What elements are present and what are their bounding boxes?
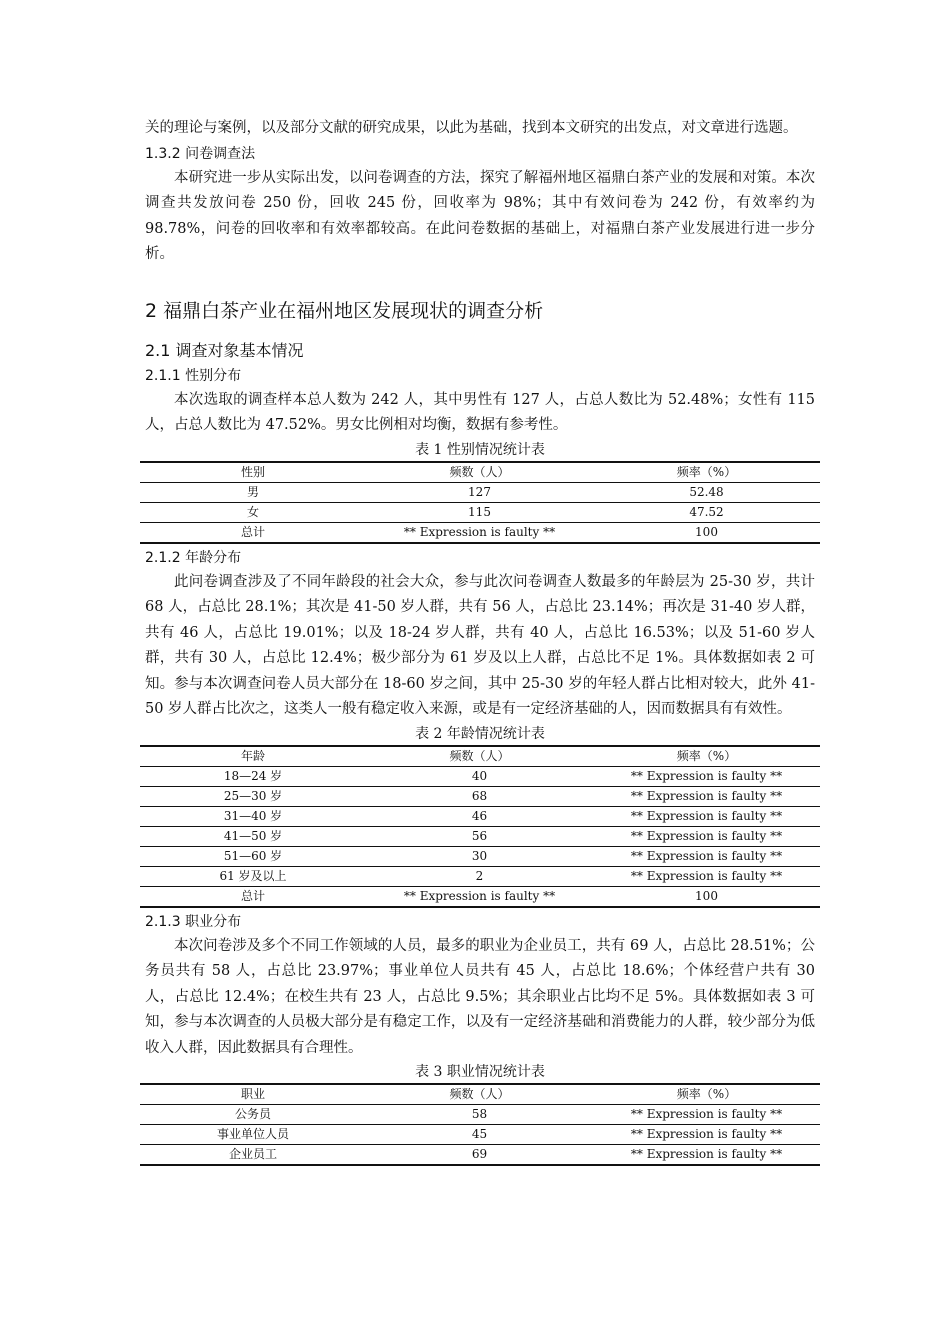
table-header-cell: 频率（%） [593,1084,820,1105]
table-cell: 58 [366,1105,593,1125]
table-header-cell: 频数（人） [366,462,593,483]
table-cell: ** Expression is faulty ** [593,806,820,826]
table-cell: 45 [366,1125,593,1145]
age-table [140,745,820,908]
table-cell: ** Expression is faulty ** [593,1125,820,1145]
table-cell: 女 [140,502,366,522]
table-cell: 31—40 岁 [140,806,366,826]
table-cell: ** Expression is faulty ** [593,846,820,866]
document-page [145,116,815,1166]
table-row [140,1145,820,1166]
table-cell: 61 岁及以上 [140,866,366,886]
table-cell: 企业员工 [140,1145,366,1166]
table-cell: 30 [366,846,593,866]
table-header-cell: 性别 [140,462,366,483]
table-cell: 25—30 岁 [140,786,366,806]
table-total-row [140,522,820,543]
gender-table [140,461,820,544]
section-2-title: 2 福鼎白茶产业在福州地区发展现状的调查分析 [145,299,544,322]
table-cell: 总计 [140,522,366,543]
table-cell: 100 [593,522,820,543]
table-row [140,826,820,846]
table-cell: 公务员 [140,1105,366,1125]
table-cell: 18—24 岁 [140,766,366,786]
table-cell: ** Expression is faulty ** [593,826,820,846]
table-row [140,1105,820,1125]
table-row [140,866,820,886]
table-cell: 2 [366,866,593,886]
table-cell: ** Expression is faulty ** [593,1105,820,1125]
table-cell: ** Expression is faulty ** [593,766,820,786]
survey-method-paragraph: 本研究进一步从实际出发，以问卷调查的方法，探究了解福州地区福鼎白茶产业的发展和对策。本次调查共发放问卷 250 份，回收 245 份，回收率为 98%；其中有效问卷为 242 份，有效率约为 98.78%，问卷的回收率和有效率都较高。在此问卷数据的基础上，对福鼎白茶产业发展进行进一步分析。 [145,169,815,262]
table-header-cell: 年龄 [140,746,366,767]
table-cell: 47.52 [593,502,820,522]
table-row [140,502,820,522]
occupation-table [140,1083,820,1166]
table-cell: 40 [366,766,593,786]
table-row [140,766,820,786]
table-cell: 男 [140,482,366,502]
table-cell: 127 [366,482,593,502]
table-cell: 56 [366,826,593,846]
table-row [140,1125,820,1145]
table-header-row [140,462,820,483]
heading-1-3-2: 1.3.2 问卷调查法 [145,145,256,162]
table-cell: 69 [366,1145,593,1166]
table-3-caption: 表 3 职业情况统计表 [415,1064,545,1080]
table-header-row [140,746,820,767]
table-1-caption: 表 1 性别情况统计表 [415,441,545,458]
table-row [140,786,820,806]
table-cell: ** Expression is faulty ** [366,886,593,907]
table-cell: 46 [366,806,593,826]
table-header-row [140,1084,820,1105]
occupation-paragraph: 本次问卷涉及多个不同工作领域的人员，最多的职业为企业员工，共有 69 人，占总比 28.51%；公务员共有 58 人，占总比 23.97%；事业单位人员共有 45 人，占总比 18.6%；个体经营户共有 30 人，占总比 12.4%；在校生共有 23 人，占总比 9.5%；其余职业占比均不足 5%。具体数据如表 3 可知，参与本次调查的人员极大部分是有稳定工作，以及有一定经济基础和消费能力的人群，较少部分为低收入人群，因此数据具有合理性。 [145,937,815,1056]
table-2-caption: 表 2 年龄情况统计表 [415,725,545,742]
table-cell: 100 [593,886,820,907]
table-cell: 51—60 岁 [140,846,366,866]
table-cell: 41—50 岁 [140,826,366,846]
table-header-cell: 频数（人） [366,1084,593,1105]
table-header-cell: 职业 [140,1084,366,1105]
table-row [140,846,820,866]
table-cell: 52.48 [593,482,820,502]
table-row [140,482,820,502]
table-cell: ** Expression is faulty ** [366,522,593,543]
table-row [140,806,820,826]
table-total-row [140,886,820,907]
table-cell: 115 [366,502,593,522]
table-cell: ** Expression is faulty ** [593,1145,820,1166]
table-cell: 总计 [140,886,366,907]
age-paragraph: 此问卷调查涉及了不同年龄段的社会大众，参与此次问卷调查人数最多的年龄层为 25-30 岁，共计 68 人，占总比 28.1%；其次是 41-50 岁人群，共有 56 人，占总比 23.14%；再次是 31-40 岁人群，共有 46 人，占总比 19.01%；以及 18-24 岁人群，共有 40 人，占总比 16.53%；以及 51-60 岁人群，共有 30 人，占总比 12.4%；极少部分为 61 岁及以上人群，占总比不足 1%。具体数据如表 2 可知。参与本次调查问卷人员大部分在 18-60 岁之间，其中 25-30 岁的年轻人群占比相对较大，此外 41-50 岁人群占比次之，这类人一般有稳定收入来源，或是有一定经济基础的人，因而数据具有有效性。 [145,573,815,717]
table-cell: ** Expression is faulty ** [593,786,820,806]
heading-2-1: 2.1 调查对象基本情况 [145,340,304,360]
heading-2-1-1: 2.1.1 性别分布 [145,367,242,384]
gender-paragraph: 本次选取的调查样本总人数为 242 人，其中男性有 127 人，占总人数比为 52.48%；女性有 115 人，占总人数比为 47.52%。男女比例相对均衡，数据有参考性。 [145,391,815,433]
heading-2-1-2: 2.1.2 年龄分布 [145,549,242,566]
table-cell: 68 [366,786,593,806]
table-cell: ** Expression is faulty ** [593,866,820,886]
table-header-cell: 频率（%） [593,746,820,767]
intro-paragraph: 关的理论与案例，以及部分文献的研究成果，以此为基础，找到本文研究的出发点，对文章进行选题。 [145,120,798,136]
table-cell: 事业单位人员 [140,1125,366,1145]
table-header-cell: 频率（%） [593,462,820,483]
heading-2-1-3: 2.1.3 职业分布 [145,913,242,930]
table-header-cell: 频数（人） [366,746,593,767]
